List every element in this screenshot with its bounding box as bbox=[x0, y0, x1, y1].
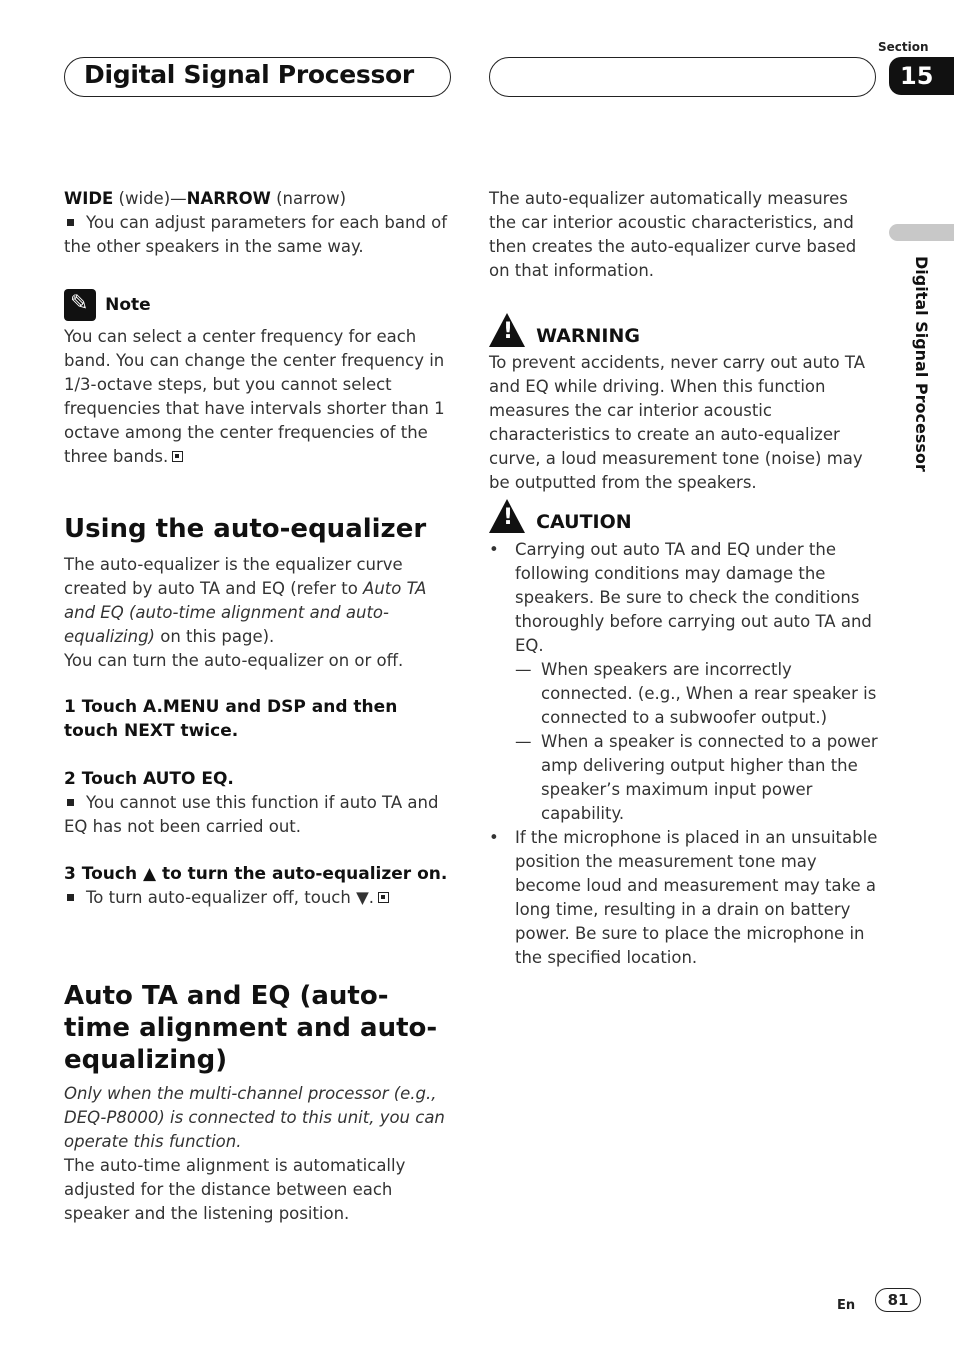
warning-label: WARNING bbox=[536, 325, 640, 347]
wide-narrow-line bbox=[64, 187, 454, 211]
note-heading bbox=[64, 289, 454, 321]
narrow-label: NARROW bbox=[186, 189, 271, 208]
page-number: 81 bbox=[875, 1288, 921, 1312]
end-mark-icon bbox=[378, 892, 389, 903]
caution-b1-text: Carrying out auto TA and EQ under the following conditions may damage the speakers. Be sure to check the conditions thoroughly before carrying out auto TA and EQ. bbox=[515, 540, 872, 655]
warning-heading bbox=[489, 313, 879, 347]
caution-bullet-2 bbox=[489, 826, 879, 970]
auto-eq-intro bbox=[64, 553, 454, 673]
auto-ta-italic: Only when the multi-channel processor (e.g., DEQ-P8000) is connected to this unit, you can operate this function. bbox=[64, 1084, 445, 1151]
end-mark-icon bbox=[172, 451, 183, 462]
auto-eq-ref: Auto TA and EQ (auto-time alignment and auto-equalizing) bbox=[64, 579, 427, 646]
section-label: Section bbox=[878, 40, 929, 54]
wide-label: WIDE bbox=[64, 189, 114, 208]
step-2-bullet-text: You cannot use this function if auto TA and EQ has not been carried out. bbox=[64, 793, 439, 836]
narrow-sub: (narrow) bbox=[270, 189, 347, 208]
step-1: 1 Touch A.MENU and DSP and then touch NEXT twice. bbox=[64, 697, 398, 741]
section-number: 15 bbox=[889, 57, 954, 95]
wide-narrow-block bbox=[64, 187, 454, 259]
auto-eq-p2: You can turn the auto-equalizer on or off. bbox=[64, 651, 404, 670]
note-pencil-icon bbox=[64, 289, 96, 321]
caution-list bbox=[489, 538, 879, 970]
caution-dash-1 bbox=[489, 658, 879, 730]
auto-eq-description: The auto-equalizer automatically measures the car interior acoustic characteristics, and then creates the auto-equalizer curve based on that information. bbox=[489, 189, 857, 280]
page-title: Digital Signal Processor bbox=[84, 60, 414, 89]
wide-bullet-text: You can adjust parameters for each band of the other speakers in the same way. bbox=[64, 213, 448, 256]
caution-d2-text: When a speaker is connected to a power amp delivering output higher than the speaker’s maximum input power capability. bbox=[541, 732, 878, 823]
caution-bullet-1 bbox=[489, 538, 879, 658]
warning-text: To prevent accidents, never carry out auto TA and EQ while driving. When this function measures the car interior acoustic characteristics to create an auto-equalizer curve, a loud measurement tone (noise) may be outputted from the speakers. bbox=[489, 353, 865, 492]
square-bullet-icon bbox=[67, 219, 74, 226]
heading-using-auto-equalizer: Using the auto-equalizer bbox=[64, 514, 427, 544]
heading-auto-ta-eq: Auto TA and EQ (auto-time alignment and auto-equalizing) bbox=[64, 981, 438, 1075]
step-3-bullet bbox=[64, 886, 454, 910]
dash-icon: — bbox=[515, 660, 532, 679]
side-tab-text: Digital Signal Processor bbox=[912, 256, 931, 472]
square-bullet-icon bbox=[67, 799, 74, 806]
note-body: You can select a center frequency for each band. You can change the center frequency in 1/3-octave steps, but you cannot select frequencies that have intervals shorter than 1 octave among the center frequencies of the three bands. bbox=[64, 327, 445, 466]
square-bullet-icon bbox=[67, 894, 74, 901]
header-right-frame bbox=[489, 57, 876, 97]
auto-ta-body bbox=[64, 1082, 454, 1226]
bullet-dot-icon: • bbox=[489, 540, 499, 559]
caution-dash-2 bbox=[489, 730, 879, 826]
caution-heading bbox=[489, 499, 879, 533]
auto-eq-p1a: The auto-equalizer is the equalizer curve created by auto TA and EQ (refer to bbox=[64, 555, 403, 598]
caution-label: CAUTION bbox=[536, 511, 632, 533]
dash-icon: — bbox=[515, 732, 532, 751]
note-label: Note bbox=[105, 295, 151, 315]
auto-eq-p1b: on this page). bbox=[154, 627, 275, 646]
step-3-bullet-text: To turn auto-equalizer off, touch ▼. bbox=[86, 888, 375, 907]
wide-bullet bbox=[64, 211, 454, 259]
footer-language: En bbox=[837, 1298, 856, 1313]
bullet-dot-icon: • bbox=[489, 828, 499, 847]
step-2: 2 Touch AUTO EQ. bbox=[64, 769, 234, 789]
step-2-bullet bbox=[64, 791, 454, 839]
caution-d1-text: When speakers are incorrectly connected. (e.g., When a rear speaker is connected to a subwoofer output.) bbox=[541, 660, 877, 727]
auto-ta-text: The auto-time alignment is automatically adjusted for the distance between each speaker and the listening position. bbox=[64, 1156, 406, 1223]
caution-triangle-icon bbox=[489, 499, 525, 533]
wide-sub: (wide)— bbox=[113, 189, 187, 208]
side-tab-marker bbox=[889, 224, 954, 241]
warning-triangle-icon bbox=[489, 313, 525, 347]
note-text bbox=[64, 325, 454, 469]
step-3: 3 Touch ▲ to turn the auto-equalizer on. bbox=[64, 864, 448, 884]
caution-b2-text: If the microphone is placed in an unsuitable position the measurement tone may become loud and measurement may take a long time, resulting in a drain on battery power. Be sure to place the microphone in the specified location. bbox=[515, 828, 878, 967]
